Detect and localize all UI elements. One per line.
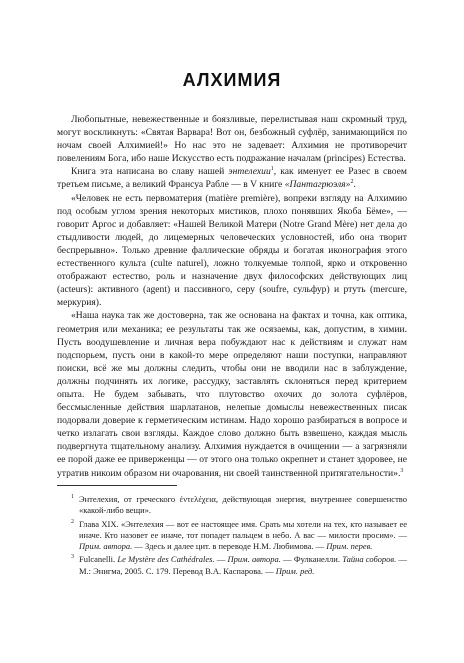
footnote-text: Fulcanelli. xyxy=(79,554,118,565)
footnote-2 xyxy=(57,519,407,553)
paragraph-4 xyxy=(57,309,407,479)
footnote-number: 2 xyxy=(71,518,74,525)
footnote-text: Энтелехия, от греческого ἐντελέχεια, действующая энергия, внутреннее совершенство «какой-либо вещи». xyxy=(79,494,407,516)
footnote-text: — Здесь и далее цит. в переводе Н.М. Любимова. — xyxy=(132,541,327,552)
book-title: Le Mystère des Cathédrales. xyxy=(117,554,215,565)
footnote-text: — Фулканелли. xyxy=(280,554,343,565)
footnote-attribution: Прим. перев. xyxy=(326,541,373,552)
footnote-text: — xyxy=(214,554,228,565)
footnote-ref-1[interactable]: 1 xyxy=(270,166,274,173)
footnote-divider xyxy=(57,485,177,486)
footnote-ref-2[interactable]: 2 xyxy=(350,179,354,186)
footnote-number: 1 xyxy=(71,494,74,500)
paragraph-2-text-cont: , как именует ее Разес в своем третьем письме, а великий Франсуа Рабле — в V книге xyxy=(57,166,408,191)
footnote-text: — М.: Энигма, 2005. С. 179. Перевод В.А. Каспарова. — xyxy=(79,554,407,576)
footnote-text: Глава XIX. «Энтелехия — вот ее настоящее имя. Срать мы хотели на тех, кто называет ее иначе. Кто назовет ее иначе, тот попадет пальцем в небо. А вас — милости просим». — xyxy=(79,518,407,540)
book-title: Тайна соборов. xyxy=(342,554,397,565)
footnote-1 xyxy=(57,494,407,517)
footnote-attribution: Прим. автора. xyxy=(227,554,281,565)
chapter-title: АЛХИМИЯ xyxy=(182,70,282,90)
paragraph-2 xyxy=(57,165,407,191)
footnote-attribution: Прим. автора. xyxy=(79,541,133,552)
paragraph-3: «Человек не есть первоматерия (matière première), вопреки взгляду на Алхимию под особым углом зрения некоторых мистиков, плохо понявших Якоба Бёме», — говорит Аргос и добавляет: «Нашей Великой Матери (Notre Grand Mère) нет дела до стыдливости людей, до лицемерных человеческих условностей, ибо она творит беспрерывно». Только древние фаллические обряды и богатая иконография этого естественного культа (culte naturel), ложно толкуемые толпой, ярко и откровенно отображают естество, роль и назначение двух философских действующих лиц (acteurs): активного (agent) и пассивного, серу (soufre, сульфур) и ртуть (mercure, меркурия). xyxy=(57,192,407,309)
paragraph-2-text: Книга эта написана во славу нашей xyxy=(71,166,229,178)
footnote-3 xyxy=(57,554,407,577)
pantagruel-title: «Пантагрюэля» xyxy=(284,179,351,191)
footnote-ref-3[interactable]: 3 xyxy=(400,467,404,474)
footnote-attribution: Прим. ред. xyxy=(275,565,315,576)
paragraph-4-text: «Наша наука так же достоверна, так же основана на фактах и точна, как оптика, геометрия или механика; ее результаты так же осязаемы, как, допустим, в химии. Пусть воодушевление и личная вера побуждают нас к действиям и служат нам подспорьем, пусть они в какой-то мере определяют наши поступки, направляют поиски, всё же мы должны следить, чтобы они не вводили нас в заблуждение, должны подчинять их логике, рассудку, заставлять склоняться перед критерием опыта. Не будем забывать, что плутовство охочих до золота суфлёров, бессмысленные действия шарлатанов, нелепые домыслы невежественных писак подорвали доверие к герметическим истинам. Надо хорошо разбираться в вопросе и четко излагать свои взгляды. Каждое слово должно быть взвешено, каждая мысль подвергнута тщательному анализу. Алхимия нуждается в очищении — а загрязняли ее порой даже ее приверженцы — от этого она только окрепнет и станет здоровее, не утратив никоим образом ни очарования, ни своей таинственной притягательности». xyxy=(57,310,407,479)
paragraph-2-end: . xyxy=(353,179,356,191)
footnotes xyxy=(57,494,407,579)
paragraph-1: Любопытные, невежественные и боязливые, перелистывая наш скромный труд, могут воскликнуть: «Святая Варвара! Вот он, безбожный суфлёр, занимающийся по ночам своей Алхимией!» Но нас это не задевает: Алхимия не противоречит повелениям Бога, ибо наше Искусство есть подражание началам (principes) Естества. xyxy=(57,114,407,165)
footnote-number: 3 xyxy=(71,554,74,561)
entelechy-term: энтелехии xyxy=(228,166,271,178)
main-text xyxy=(57,113,407,480)
